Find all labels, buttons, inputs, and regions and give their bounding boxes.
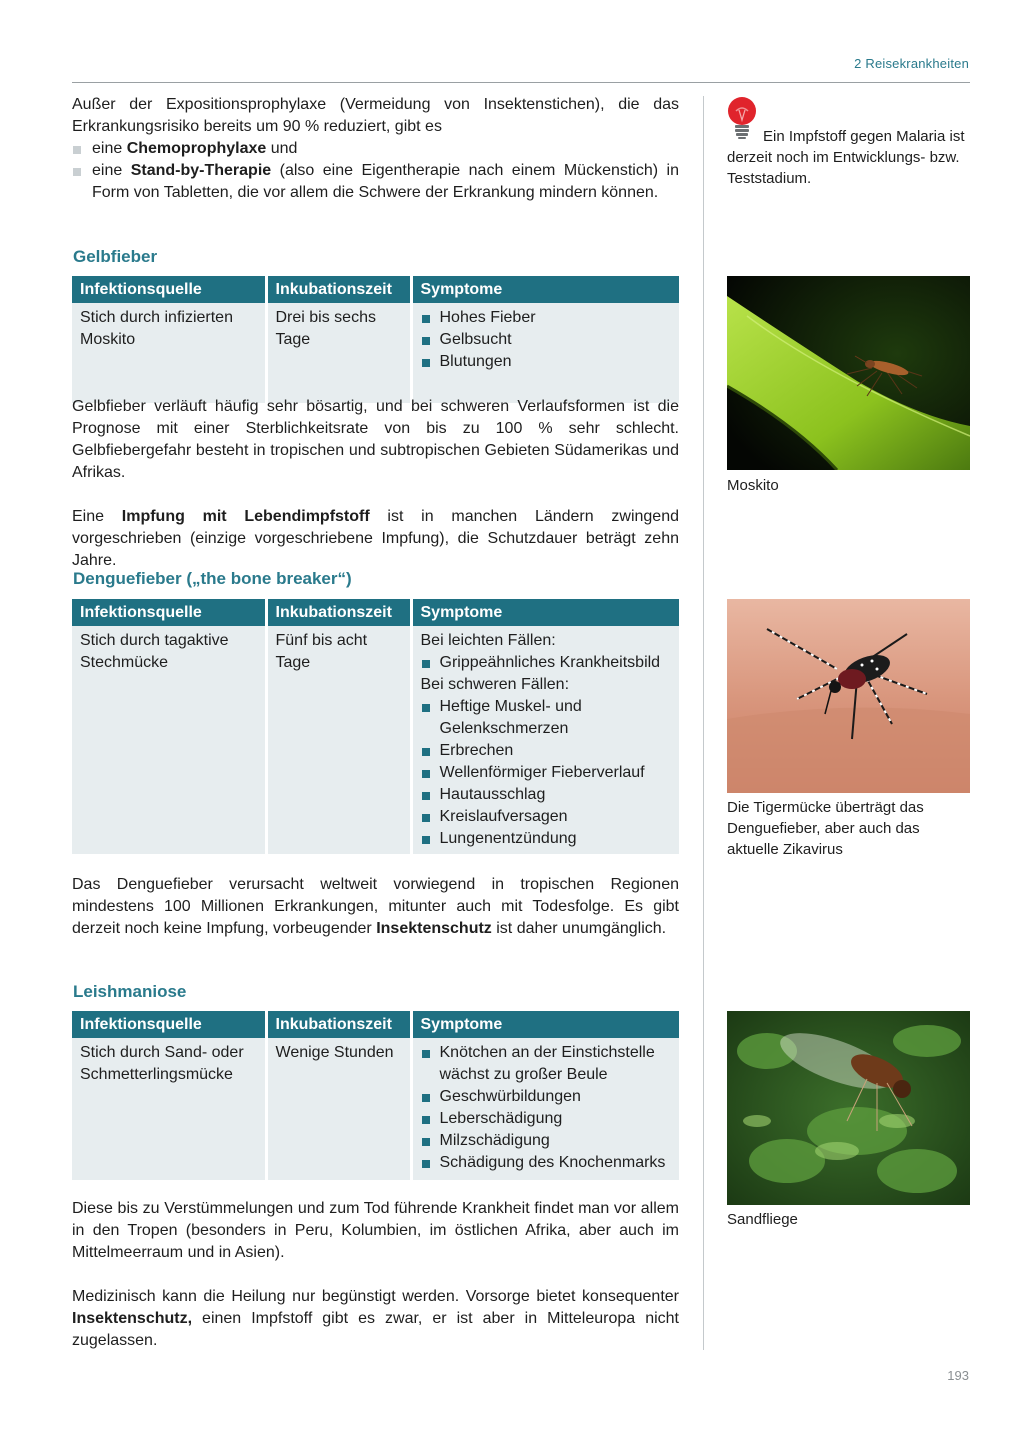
section-heading-gelbfieber: Gelbfieber: [73, 247, 158, 266]
text: ist daher unumgänglich.: [491, 920, 667, 937]
cell-source: Stich durch infizierten Moskito: [72, 303, 266, 403]
column-header-symptoms: Symptome: [411, 276, 679, 303]
bold-term: Insektenschutz,: [72, 1310, 193, 1327]
column-header-source: Infektionsquelle: [72, 599, 266, 626]
caption-moskito: Moskito: [727, 477, 779, 494]
symptom-item: Wellenförmiger Fieberverlauf: [421, 762, 672, 784]
list-item: [72, 138, 679, 160]
text: Medizinisch kann die Heilung nur begünstigt werden. Vorsorge bietet konsequenter: [72, 1288, 679, 1305]
dengue-text: [72, 874, 679, 940]
symptom-list: [421, 652, 672, 674]
symptom-item: Gelbsucht: [421, 329, 672, 351]
prophylaxis-list: [72, 138, 679, 204]
symptom-item: Schädigung des Knochenmarks: [421, 1152, 672, 1174]
symptom-subheading: Bei leichten Fällen:: [420, 632, 556, 649]
table-row: [72, 1038, 679, 1180]
section-heading-dengue: Denguefieber („the bone breaker“): [73, 569, 352, 588]
text: (also eine Eigentherapie nach einem Mückenstich) in Form von Tabletten, die vor allem die Schwere der Erkrankung mindern können.: [92, 162, 679, 201]
bold-term: Chemoprophylaxe: [126, 140, 267, 157]
text: einen Impfstoff gibt es zwar, er ist aber in Mitteleuropa nicht zugelassen.: [72, 1310, 679, 1349]
text: Das Denguefieber verursacht weltweit vorwiegend in tropischen Regionen mindestens 100 Millionen Erkrankungen, mitunter auch mit Todesfolge. Es gibt derzeit noch keine Impfung, vorbeugender: [72, 876, 679, 937]
tip-text: [727, 126, 970, 189]
column-header-source: Infektionsquelle: [72, 276, 266, 303]
cell-symptoms: [411, 626, 679, 854]
table-row: [72, 303, 679, 403]
cell-incubation: Fünf bis acht Tage: [266, 626, 411, 854]
symptom-item: Leberschädigung: [421, 1108, 672, 1130]
paragraph: Diese bis zu Verstümmelungen und zum Tod führende Krankheit findet man vor allem in den Tropen (besonders in Peru, Kolumbien, im östlichen Afrika, aber auch im Mittelmeerraum und in Asien).: [72, 1200, 679, 1261]
paragraph: [72, 506, 679, 572]
text: und: [266, 140, 298, 157]
symptom-item: Erbrechen: [421, 740, 672, 762]
caption-sandfliege: Sandfliege: [727, 1211, 798, 1228]
paragraph: [72, 1286, 679, 1352]
gelbfieber-table: [72, 276, 679, 403]
text: Eine: [72, 508, 122, 525]
page-number: 193: [947, 1368, 969, 1383]
caption-tigermuecke: Die Tigermücke überträgt das Denguefieber, aber auch das aktuelle Zikavirus: [727, 799, 924, 858]
text: eine: [92, 140, 127, 157]
symptom-list: [421, 1042, 672, 1174]
column-header-incubation: Inkubationszeit: [266, 599, 411, 626]
running-head: 2 Reisekrankheiten: [854, 56, 969, 71]
symptom-item: Hautausschlag: [421, 784, 672, 806]
cell-symptoms: [411, 303, 679, 403]
symptom-list: [421, 307, 672, 373]
symptom-subheading: Bei schweren Fällen:: [420, 676, 570, 693]
header-rule: [72, 82, 970, 83]
tiger-mosquito-photo: [727, 599, 970, 793]
paragraph: Gelbfieber verläuft häufig sehr bösartig, und bei schweren Verlaufsformen ist die Prognose mit einer Sterblichkeitsrate von bis zu 100 % sehr schlecht. Gelbfiebergefahr besteht in tropischen und subtropischen Gebieten Südamerikas und Afrikas.: [72, 398, 679, 481]
symptom-item: Heftige Muskel- und Gelenkschmerzen: [421, 696, 672, 740]
symptom-item: Hohes Fieber: [421, 307, 672, 329]
table-row: [72, 626, 679, 854]
column-header-incubation: Inkubationszeit: [266, 1011, 411, 1038]
sandfly-photo: [727, 1011, 970, 1205]
column-header-symptoms: Symptome: [411, 1011, 679, 1038]
intro-block: [72, 94, 679, 204]
symptom-item: Milzschädigung: [421, 1130, 672, 1152]
bold-term: Impfung mit Lebendimpfstoff: [121, 508, 370, 525]
symptom-item: Blutungen: [421, 351, 672, 373]
dengue-table: [72, 599, 679, 854]
symptom-list: [421, 696, 672, 850]
cell-incubation: Wenige Stunden: [266, 1038, 411, 1180]
column-header-source: Infektionsquelle: [72, 1011, 266, 1038]
symptom-item: Geschwürbildungen: [421, 1086, 672, 1108]
section-heading-leishmaniose: Leishmaniose: [73, 982, 187, 1001]
symptom-item: Grippeähnliches Krankheitsbild: [421, 652, 672, 674]
bold-term: Insektenschutz: [376, 920, 492, 937]
gelbfieber-text: [72, 396, 679, 572]
column-header-incubation: Inkubationszeit: [266, 276, 411, 303]
cell-source: Stich durch tagaktive Stechmücke: [72, 626, 266, 854]
cell-source: Stich durch Sand- oder Schmetterlingsmücke: [72, 1038, 266, 1180]
cell-symptoms: [411, 1038, 679, 1180]
text: eine: [92, 162, 131, 179]
symptom-item: Knötchen an der Einstichstelle wächst zu großer Beule: [421, 1042, 672, 1086]
leishmaniose-table: [72, 1011, 679, 1180]
list-item: [72, 160, 679, 204]
text: Ein Impfstoff gegen Malaria ist derzeit noch im Entwicklungs- bzw. Teststadium.: [727, 128, 965, 187]
column-divider: [703, 96, 704, 1350]
symptom-item: Lungenentzündung: [421, 828, 672, 850]
column-header-symptoms: Symptome: [411, 599, 679, 626]
symptom-item: Kreislaufversagen: [421, 806, 672, 828]
bold-term: Stand-by-Therapie: [130, 162, 272, 179]
leishmaniose-text: [72, 1198, 679, 1352]
cell-incubation: Drei bis sechs Tage: [266, 303, 411, 403]
text: ist in manchen Ländern zwingend vorgeschrieben (einzige vorgeschriebene Impfung), die Schutzdauer beträgt zehn Jahre.: [72, 508, 680, 569]
mosquito-photo: [727, 276, 970, 470]
paragraph: [72, 874, 679, 940]
intro-text: Außer der Expositionsprophylaxe (Vermeidung von Insektenstichen), die das Erkrankungsrisiko bereits um 90 % reduziert, gibt es: [72, 96, 679, 135]
